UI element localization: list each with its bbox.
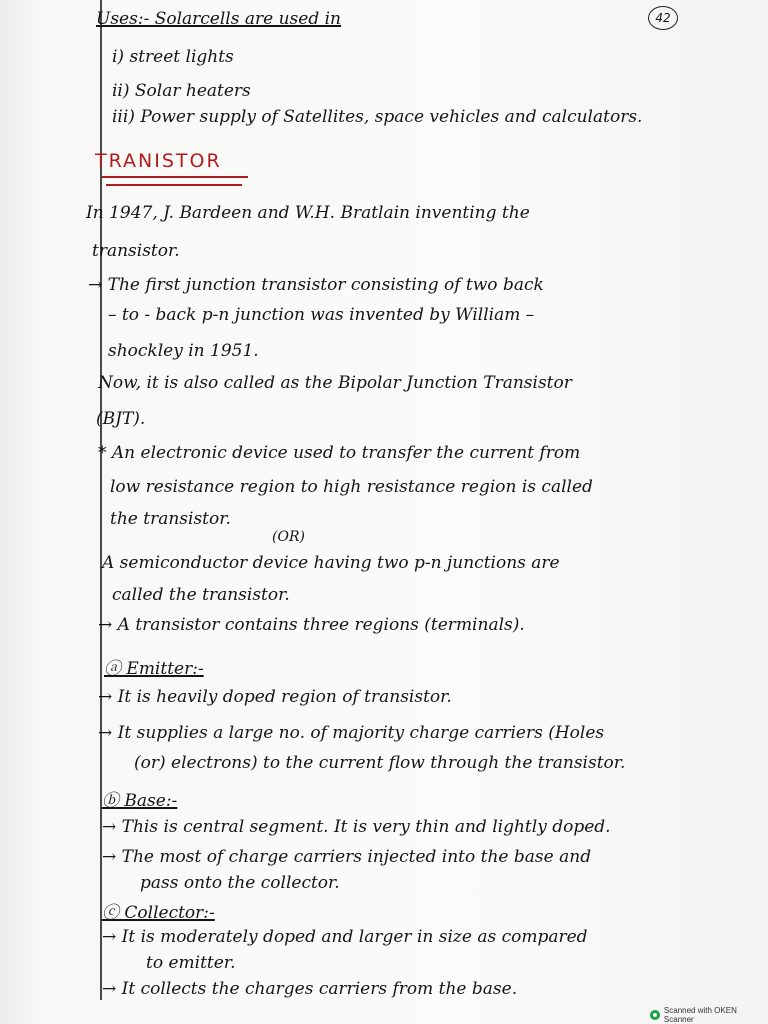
text-line: i) street lights [112, 47, 234, 67]
text-line: low resistance region to high resistance region is called [110, 477, 593, 497]
scanner-watermark [650, 1006, 768, 1024]
text-line: pass onto the collector. [140, 873, 340, 893]
text-line: In 1947, J. Bardeen and W.H. Bratlain inventing the [86, 203, 530, 223]
oken-scanner-icon [650, 1010, 660, 1020]
text-line: → It collects the charges carriers from the base. [102, 979, 518, 999]
text-line: A semiconductor device having two p-n junctions are [102, 553, 560, 573]
or-label: (OR) [272, 529, 305, 545]
text-line: * An electronic device used to transfer the current from [98, 443, 581, 463]
text-line: transistor. [92, 241, 180, 261]
heading-underline [102, 176, 248, 178]
text-line: Now, it is also called as the Bipolar Junction Transistor [98, 373, 572, 393]
base-heading: ⓑ Base:- [102, 791, 178, 811]
text-line: iii) Power supply of Satellites, space vehicles and calculators. [112, 107, 643, 127]
page-number: 42 [648, 6, 678, 30]
text-line: the transistor. [110, 509, 231, 529]
scanner-text: Scanned with OKEN Scanner [663, 1006, 737, 1024]
text-line: → The most of charge carriers injected into the base and [102, 847, 592, 867]
heading-underline-2 [106, 184, 242, 186]
text-line: → It is moderately doped and larger in size as compared [102, 927, 588, 947]
text-line: to emitter. [146, 953, 236, 973]
text-line: → A transistor contains three regions (terminals). [98, 615, 525, 635]
collector-heading: ⓒ Collector:- [102, 903, 215, 923]
text-line: → It is heavily doped region of transistor. [98, 687, 452, 707]
emitter-heading: ⓐ Emitter:- [104, 659, 204, 679]
text-line: ii) Solar heaters [112, 81, 251, 101]
text-line: (or) electrons) to the current flow through the transistor. [134, 753, 626, 773]
section-heading: TRANISTOR [95, 150, 222, 172]
text-line: – to - back p-n junction was invented by William – [108, 305, 535, 325]
text-line: → This is central segment. It is very thin and lightly doped. [102, 817, 611, 837]
text-line: (BJT). [96, 409, 146, 429]
text-line: → It supplies a large no. of majority charge carriers (Holes [98, 723, 605, 743]
text-line: shockley in 1951. [108, 341, 259, 361]
uses-heading-line: Uses:- Solarcells are used in [96, 9, 342, 29]
text-line: called the transistor. [112, 585, 290, 605]
text-line: → The first junction transistor consisting of two back [88, 275, 544, 295]
